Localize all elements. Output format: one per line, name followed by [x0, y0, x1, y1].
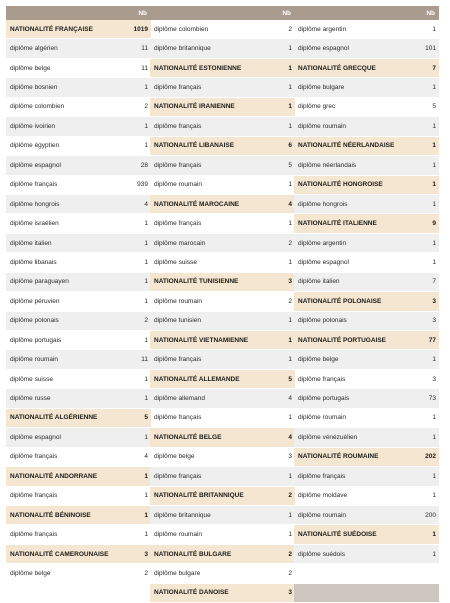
nationality-row	[294, 175, 439, 194]
table-row	[294, 505, 439, 524]
diploma-label: diplôme roumain	[294, 117, 407, 136]
nationality-row	[150, 583, 295, 602]
table-row	[150, 525, 295, 544]
table-row	[6, 447, 151, 466]
diploma-label: diplôme portugais	[294, 389, 407, 408]
table-row	[6, 486, 151, 505]
diploma-label: diplôme vénézuélien	[294, 428, 407, 447]
diploma-label: diplôme suédois	[294, 544, 407, 563]
nationality-label: NATIONALITÉ ALGÉRIENNE	[6, 408, 119, 427]
nationality-label: NATIONALITÉ TUNISIENNE	[150, 272, 263, 291]
count-cell: 939	[119, 175, 151, 194]
count-cell: 1	[263, 505, 295, 524]
diploma-label: diplôme argentin	[294, 20, 407, 39]
nationality-row	[6, 408, 151, 427]
table-row	[150, 253, 295, 272]
table-row	[6, 78, 151, 97]
diploma-label: diplôme français	[150, 467, 263, 486]
diploma-label: diplôme colombien	[6, 97, 119, 116]
table-row	[150, 350, 295, 369]
diploma-label: diplôme néerlandais	[294, 156, 407, 175]
diploma-label: diplôme roumain	[150, 175, 263, 194]
table-row	[6, 58, 151, 77]
nationality-label: NATIONALITÉ BULGARE	[150, 544, 263, 563]
count-cell: 3	[263, 583, 295, 602]
count-cell: 3	[407, 311, 439, 330]
count-cell: 1	[119, 214, 151, 233]
count-cell: 1	[119, 486, 151, 505]
count-cell: 3	[119, 544, 151, 563]
count-cell: 1	[263, 39, 295, 58]
diploma-label: diplôme moldave	[294, 486, 407, 505]
table-row	[294, 544, 439, 563]
table-row	[294, 583, 439, 602]
nationality-label: NATIONALITÉ BELGE	[150, 428, 263, 447]
count-cell: 4	[119, 194, 151, 213]
diploma-label: diplôme roumain	[150, 292, 263, 311]
count-cell: 1	[119, 369, 151, 388]
diploma-label: diplôme libanais	[6, 253, 119, 272]
table-column-2	[150, 6, 295, 603]
table-row	[150, 156, 295, 175]
header-label	[6, 6, 119, 20]
count-cell: 4	[263, 428, 295, 447]
count-cell: 1	[407, 253, 439, 272]
count-cell: 1	[119, 292, 151, 311]
column-table	[6, 6, 151, 584]
nationality-row	[294, 58, 439, 77]
table-row	[150, 389, 295, 408]
count-cell: 11	[119, 350, 151, 369]
diploma-label: diplôme britannique	[150, 505, 263, 524]
nationality-row	[294, 136, 439, 155]
count-cell: 1	[407, 525, 439, 544]
count-cell: 2	[119, 97, 151, 116]
diploma-label: diplôme français	[150, 156, 263, 175]
table-row	[150, 233, 295, 252]
table-row	[150, 564, 295, 583]
count-cell: 1	[119, 331, 151, 350]
count-cell: 28	[119, 156, 151, 175]
nationality-label: NATIONALITÉ ITALIENNE	[294, 214, 407, 233]
nationality-label: NATIONALITÉ NÉERLANDAISE	[294, 136, 407, 155]
count-cell: 1	[119, 253, 151, 272]
count-cell: 6	[263, 136, 295, 155]
count-cell: 1	[263, 175, 295, 194]
count-cell: 1	[263, 525, 295, 544]
count-cell: 1	[119, 78, 151, 97]
diploma-label: diplôme égyptien	[6, 136, 119, 155]
nationality-label: NATIONALITÉ IRANIENNE	[150, 97, 263, 116]
nationality-row	[6, 20, 151, 39]
count-cell: 5	[119, 408, 151, 427]
table-row	[6, 253, 151, 272]
table-row	[294, 389, 439, 408]
count-cell: 1	[119, 525, 151, 544]
table-row	[294, 39, 439, 58]
count-cell: 1	[407, 408, 439, 427]
table-row	[6, 292, 151, 311]
table-row	[150, 78, 295, 97]
count-cell: 1019	[119, 20, 151, 39]
table-row	[6, 117, 151, 136]
nationality-row	[150, 331, 295, 350]
diploma-label: diplôme belge	[6, 58, 119, 77]
table-column-1	[6, 6, 151, 584]
diploma-label: diplôme polonais	[294, 311, 407, 330]
table-row	[6, 525, 151, 544]
table-row	[150, 408, 295, 427]
diploma-label: diplôme russe	[6, 389, 119, 408]
table-row	[6, 272, 151, 291]
table-row	[150, 467, 295, 486]
count-cell: 4	[263, 194, 295, 213]
nationality-label: NATIONALITÉ SUÉDOISE	[294, 525, 407, 544]
count-cell: 2	[263, 486, 295, 505]
diploma-label: diplôme suisse	[150, 253, 263, 272]
table-row	[6, 39, 151, 58]
nationality-label: NATIONALITÉ MAROCAINE	[150, 194, 263, 213]
diploma-label: diplôme français	[6, 486, 119, 505]
table-row	[6, 331, 151, 350]
nationality-row	[150, 194, 295, 213]
header-label	[150, 6, 263, 20]
column-table	[294, 6, 439, 603]
nationality-row	[150, 136, 295, 155]
diploma-label: diplôme roumain	[294, 505, 407, 524]
count-cell: 3	[263, 447, 295, 466]
count-cell: 2	[263, 292, 295, 311]
diploma-label: diplôme espagnol	[294, 253, 407, 272]
count-cell: 1	[407, 117, 439, 136]
diploma-label: diplôme français	[6, 447, 119, 466]
count-cell: 3	[407, 292, 439, 311]
count-cell: 1	[407, 136, 439, 155]
count-cell: 77	[407, 331, 439, 350]
count-cell: 4	[119, 447, 151, 466]
count-cell: 11	[119, 58, 151, 77]
diploma-label: diplôme roumain	[294, 408, 407, 427]
table-row	[6, 136, 151, 155]
table-row	[6, 194, 151, 213]
diploma-label: diplôme espagnol	[294, 39, 407, 58]
count-cell: 1	[119, 117, 151, 136]
count-cell: 1	[263, 350, 295, 369]
diploma-label: diplôme tunisien	[150, 311, 263, 330]
count-cell: 1	[263, 253, 295, 272]
table-row	[150, 117, 295, 136]
nationality-row	[150, 428, 295, 447]
diploma-label: diplôme marocain	[150, 233, 263, 252]
count-cell: 1	[119, 136, 151, 155]
diploma-label: diplôme paraguayen	[6, 272, 119, 291]
diploma-label: diplôme roumain	[150, 525, 263, 544]
nationality-row	[6, 544, 151, 563]
header-label	[294, 6, 407, 20]
count-cell: 5	[263, 369, 295, 388]
nationality-row	[150, 486, 295, 505]
count-cell: 1	[263, 408, 295, 427]
diploma-label: diplôme français	[150, 350, 263, 369]
count-cell: 1	[263, 58, 295, 77]
diploma-label: diplôme français	[150, 117, 263, 136]
count-cell: 1	[263, 97, 295, 116]
table-row	[294, 97, 439, 116]
table-row	[150, 175, 295, 194]
diploma-label: diplôme polonais	[6, 311, 119, 330]
nationality-row	[150, 272, 295, 291]
count-cell: 1	[119, 233, 151, 252]
header-row	[6, 6, 151, 20]
diploma-label: diplôme argentin	[294, 233, 407, 252]
count-cell: 2	[263, 564, 295, 583]
count-cell: 1	[119, 467, 151, 486]
nationality-label: NATIONALITÉ LIBANAISE	[150, 136, 263, 155]
count-cell: 1	[263, 214, 295, 233]
nationality-label: NATIONALITÉ BRITANNIQUE	[150, 486, 263, 505]
diploma-label: diplôme belge	[6, 564, 119, 583]
nationality-row	[294, 292, 439, 311]
diploma-label: diplôme français	[150, 78, 263, 97]
diploma-label: diplôme bulgare	[294, 78, 407, 97]
table-column-3	[294, 6, 439, 603]
table-row	[6, 214, 151, 233]
count-cell: 1	[119, 389, 151, 408]
nationality-label: NATIONALITÉ ROUMAINE	[294, 447, 407, 466]
table-row	[6, 428, 151, 447]
diploma-label: diplôme français	[150, 214, 263, 233]
count-cell: 1	[407, 350, 439, 369]
count-cell: 1	[407, 233, 439, 252]
diploma-label: diplôme portugais	[6, 331, 119, 350]
table-row	[294, 311, 439, 330]
table-row	[294, 194, 439, 213]
nationality-row	[294, 331, 439, 350]
count-cell: 1	[119, 272, 151, 291]
count-cell: 2	[119, 564, 151, 583]
nationality-label: NATIONALITÉ BÉNINOISE	[6, 505, 119, 524]
count-cell: 2	[263, 233, 295, 252]
header-row	[150, 6, 295, 20]
table-row	[150, 311, 295, 330]
count-cell: 1	[407, 428, 439, 447]
count-cell: 1	[263, 331, 295, 350]
table-row	[150, 39, 295, 58]
diploma-label: diplôme bosnien	[6, 78, 119, 97]
table-row	[294, 253, 439, 272]
count-cell: 1	[407, 544, 439, 563]
nationality-label: NATIONALITÉ ANDORRANE	[6, 467, 119, 486]
diploma-label: diplôme français	[6, 525, 119, 544]
table-row	[150, 292, 295, 311]
table-row	[294, 20, 439, 39]
diploma-label: diplôme roumain	[6, 350, 119, 369]
diploma-label: diplôme belge	[150, 447, 263, 466]
header-count: Nb	[263, 6, 295, 20]
nationality-label: NATIONALITÉ HONGROISE	[294, 175, 407, 194]
count-cell: 1	[407, 486, 439, 505]
table-row	[150, 505, 295, 524]
count-cell: 5	[407, 97, 439, 116]
table-row	[6, 311, 151, 330]
nationality-row	[150, 369, 295, 388]
diploma-label: diplôme grec	[294, 97, 407, 116]
table-row	[294, 350, 439, 369]
count-cell: 101	[407, 39, 439, 58]
diploma-label: diplôme algérien	[6, 39, 119, 58]
count-cell: 2	[119, 311, 151, 330]
table-row	[150, 214, 295, 233]
table-row	[294, 78, 439, 97]
count-cell: 1	[263, 78, 295, 97]
table-row	[6, 156, 151, 175]
nationality-row	[294, 525, 439, 544]
nationality-label: NATIONALITÉ FRANÇAISE	[6, 20, 119, 39]
diploma-label: diplôme français	[150, 408, 263, 427]
count-cell: 202	[407, 447, 439, 466]
count-cell: 200	[407, 505, 439, 524]
table-row	[294, 233, 439, 252]
nationality-label: NATIONALITÉ PORTUGAISE	[294, 331, 407, 350]
diploma-label: diplôme français	[6, 175, 119, 194]
diploma-label: diplôme français	[294, 369, 407, 388]
diploma-label: diplôme espagnol	[6, 156, 119, 175]
table-row	[294, 369, 439, 388]
table-row	[6, 97, 151, 116]
header-count: Nb	[119, 6, 151, 20]
diploma-label: diplôme péruvien	[6, 292, 119, 311]
table-row	[294, 408, 439, 427]
count-cell: 1	[263, 467, 295, 486]
diploma-label: diplôme israélien	[6, 214, 119, 233]
table-row	[6, 175, 151, 194]
table-row	[294, 272, 439, 291]
header-row	[294, 6, 439, 20]
count-cell: 3	[407, 369, 439, 388]
nationality-row	[150, 58, 295, 77]
table-row	[6, 233, 151, 252]
diploma-label: diplôme espagnol	[6, 428, 119, 447]
diploma-label: diplôme italien	[6, 233, 119, 252]
diploma-label: diplôme colombien	[150, 20, 263, 39]
table-row	[294, 117, 439, 136]
table-row	[294, 156, 439, 175]
table-row	[6, 389, 151, 408]
count-cell: 1	[119, 505, 151, 524]
nationality-label: NATIONALITÉ ESTONIENNE	[150, 58, 263, 77]
count-cell: 73	[407, 389, 439, 408]
count-cell: 7	[407, 58, 439, 77]
nationality-row	[150, 97, 295, 116]
count-cell	[407, 564, 439, 583]
count-cell: 1	[263, 117, 295, 136]
table-row	[150, 447, 295, 466]
diploma-label: diplôme hongrois	[294, 194, 407, 213]
diploma-label: diplôme hongrois	[6, 194, 119, 213]
diploma-label: diplôme belge	[294, 350, 407, 369]
nationality-label: NATIONALITÉ POLONAISE	[294, 292, 407, 311]
count-cell	[407, 583, 439, 602]
count-cell: 5	[263, 156, 295, 175]
table-row	[6, 350, 151, 369]
count-cell: 9	[407, 214, 439, 233]
count-cell: 1	[407, 156, 439, 175]
nationality-row	[6, 467, 151, 486]
count-cell: 1	[407, 175, 439, 194]
diploma-label: diplôme français	[294, 467, 407, 486]
nationality-row	[150, 544, 295, 563]
nationality-label: NATIONALITÉ GRECQUE	[294, 58, 407, 77]
count-cell: 1	[407, 467, 439, 486]
nationality-row	[294, 447, 439, 466]
count-cell: 1	[407, 78, 439, 97]
header-count: Nb	[407, 6, 439, 20]
table-row	[6, 369, 151, 388]
table-row	[294, 564, 439, 583]
count-cell: 2	[263, 544, 295, 563]
diploma-label: diplôme suisse	[6, 369, 119, 388]
nationality-row	[6, 505, 151, 524]
nationality-label: NATIONALITÉ ALLEMANDE	[150, 369, 263, 388]
diploma-label	[294, 583, 407, 602]
nationality-row	[294, 214, 439, 233]
table-row	[294, 486, 439, 505]
count-cell: 3	[263, 272, 295, 291]
diploma-label	[294, 564, 407, 583]
table-row	[294, 467, 439, 486]
count-cell: 2	[263, 20, 295, 39]
diploma-label: diplôme italien	[294, 272, 407, 291]
table-row	[6, 564, 151, 583]
nationality-label: NATIONALITÉ VIETNAMIENNE	[150, 331, 263, 350]
diploma-label: diplôme bulgare	[150, 564, 263, 583]
column-table	[150, 6, 295, 603]
count-cell: 1	[407, 194, 439, 213]
count-cell: 7	[407, 272, 439, 291]
count-cell: 11	[119, 39, 151, 58]
nationality-label: NATIONALITÉ CAMEROUNAISE	[6, 544, 119, 563]
count-cell: 1	[119, 428, 151, 447]
diploma-label: diplôme allemand	[150, 389, 263, 408]
diploma-label: diplôme britannique	[150, 39, 263, 58]
diploma-label: diplôme ivoirien	[6, 117, 119, 136]
nationality-label: NATIONALITÉ DANOISE	[150, 583, 263, 602]
count-cell: 1	[407, 20, 439, 39]
table-row	[294, 428, 439, 447]
count-cell: 1	[263, 311, 295, 330]
table-row	[150, 20, 295, 39]
count-cell: 4	[263, 389, 295, 408]
